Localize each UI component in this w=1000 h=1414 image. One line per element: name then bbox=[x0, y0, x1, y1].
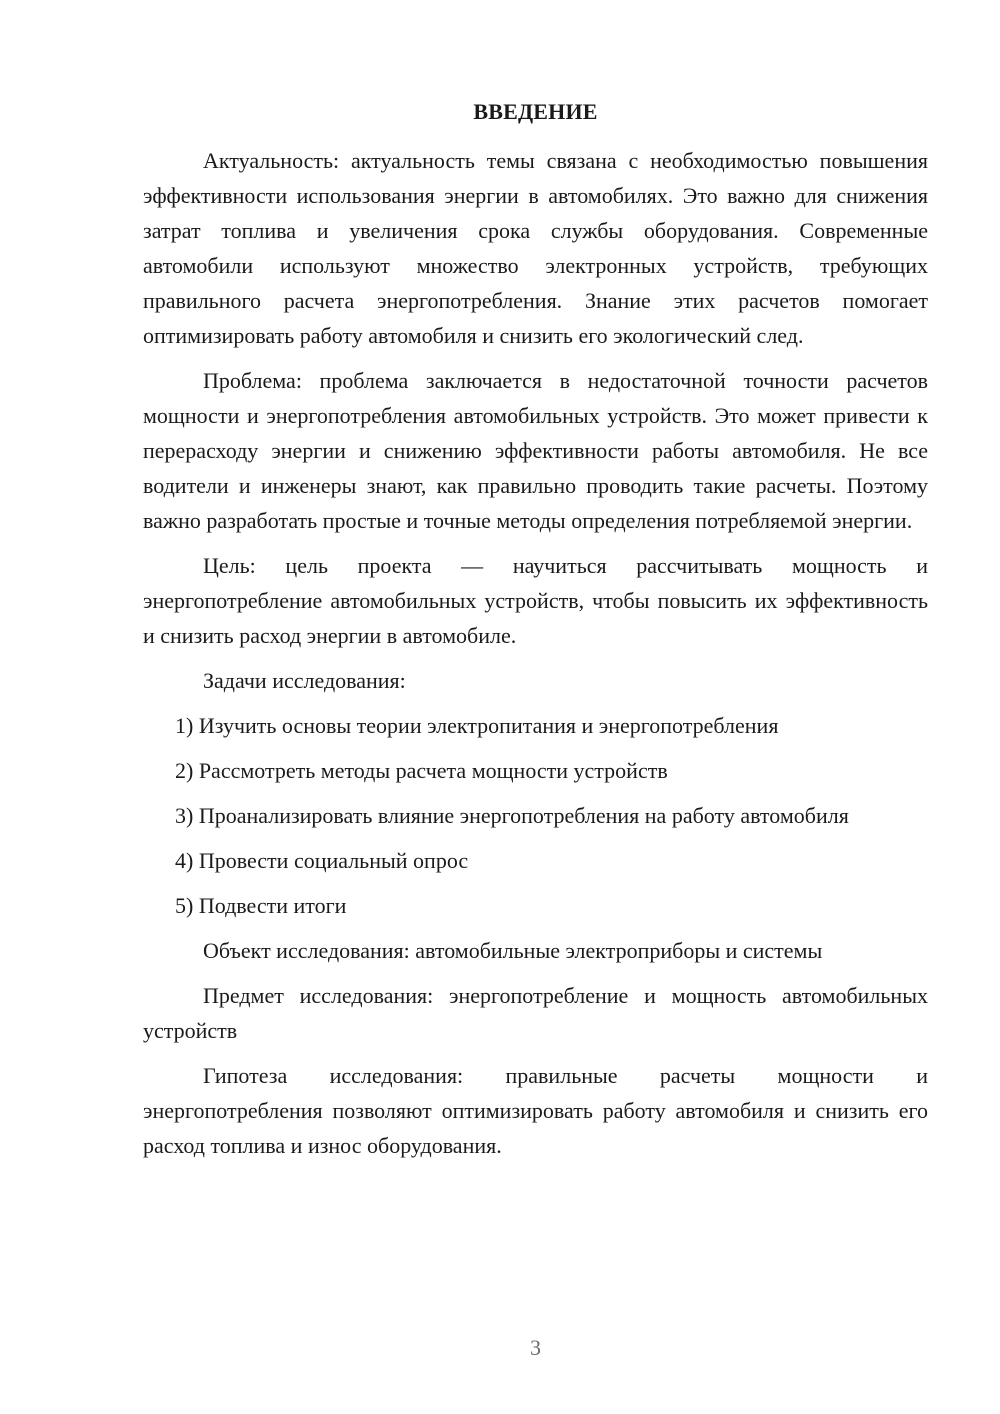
task-item-3: 3) Проанализировать влияние энергопотребления на работу автомобиля bbox=[175, 803, 849, 828]
document-page bbox=[143, 0, 928, 1414]
tasks-heading: Задачи исследования: bbox=[203, 668, 406, 693]
document-body bbox=[143, 143, 928, 1163]
problem-paragraph: Проблема: проблема заключается в недостаточной точности расчетов мощности и энергопотребления автомобильных устройств. Это может привести к перерасходу энергии и снижению эффективности работы автомобиля. Не все водители и инженеры знают, как правильно проводить такие расчеты. Поэтому важно разработать простые и точные методы определения потребляемой энергии. bbox=[143, 368, 928, 533]
goal-paragraph: Цель: цель проекта — научиться рассчитывать мощность и энергопотребление автомобильных устройств, чтобы повысить их эффективность и снизить расход энергии в автомобиле. bbox=[143, 553, 928, 648]
task-item-2: 2) Рассмотреть методы расчета мощности устройств bbox=[175, 758, 668, 783]
subject-paragraph: Предмет исследования: энергопотребление и мощность автомобильных устройств bbox=[143, 983, 928, 1043]
task-item-4: 4) Провести социальный опрос bbox=[175, 848, 469, 873]
task-item-1: 1) Изучить основы теории электропитания и энергопотребления bbox=[175, 713, 779, 738]
page-title: ВВЕДЕНИЕ bbox=[473, 99, 598, 124]
page-number: 3 bbox=[530, 1335, 541, 1360]
hypothesis-paragraph: Гипотеза исследования: правильные расчеты мощности и энергопотребления позволяют оптимизировать работу автомобиля и снизить его расход топлива и износ оборудования. bbox=[143, 1063, 928, 1158]
task-item-5: 5) Подвести итоги bbox=[175, 893, 347, 918]
object-paragraph: Объект исследования: автомобильные электроприборы и системы bbox=[203, 938, 823, 963]
relevance-paragraph: Актуальность: актуальность темы связана с необходимостью повышения эффективности использования энергии в автомобилях. Это важно для снижения затрат топлива и увеличения срока службы оборудования. Современные автомобили используют множество электронных устройств, требующих правильного расчета энергопотребления. Знание этих расчетов помогает оптимизировать работу автомобиля и снизить его экологический след. bbox=[143, 148, 928, 348]
